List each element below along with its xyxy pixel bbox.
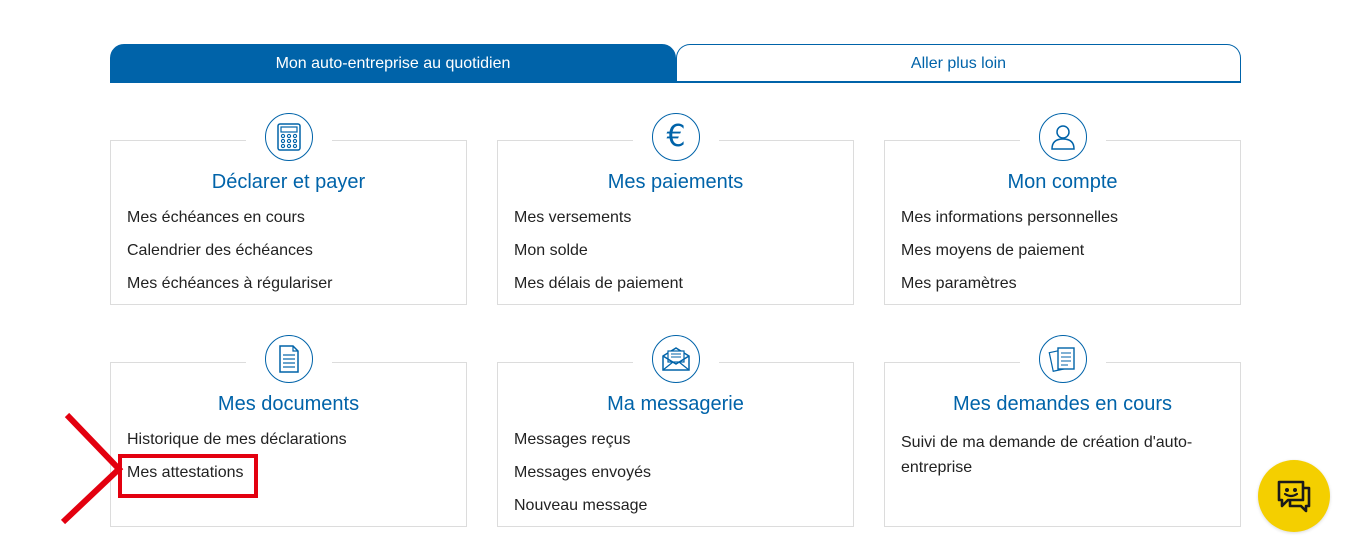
link-nouveau-message[interactable]: Nouveau message (514, 497, 648, 514)
card-ma-messagerie (497, 362, 854, 527)
card-title: Déclarer et payer (211, 171, 366, 193)
card-title: Mes paiements (607, 171, 744, 193)
card-mes-paiements (497, 119, 854, 305)
link-mes-echeances-en-cours[interactable]: Mes échéances en cours (127, 209, 305, 226)
link-mon-solde[interactable]: Mon solde (514, 242, 588, 259)
link-messages-recus[interactable]: Messages reçus (514, 431, 631, 448)
tab-mon-auto-entreprise[interactable]: Mon auto-entreprise au quotidien (110, 44, 676, 81)
card-title: Mon compte (1007, 171, 1118, 193)
link-moyens-de-paiement[interactable]: Mes moyens de paiement (901, 242, 1085, 259)
user-icon (1039, 113, 1087, 161)
chat-bot-icon (1274, 478, 1314, 514)
link-messages-envoyes[interactable]: Messages envoyés (514, 464, 651, 481)
envelope-icon (652, 335, 700, 383)
card-title: Ma messagerie (607, 393, 744, 415)
link-informations-personnelles[interactable]: Mes informations personnelles (901, 209, 1118, 226)
euro-glyph: € (666, 119, 686, 154)
card-links (127, 208, 454, 307)
link-delais-de-paiement[interactable]: Mes délais de paiement (514, 275, 683, 292)
card-links (901, 208, 1228, 307)
link-mes-attestations[interactable]: Mes attestations (127, 464, 244, 481)
tab-aller-plus-loin[interactable]: Aller plus loin (676, 44, 1241, 81)
card-mes-demandes (884, 362, 1241, 527)
euro-icon (652, 113, 700, 161)
highlight-box (118, 454, 258, 498)
card-mes-documents (110, 362, 467, 527)
card-icon-wrap (246, 335, 332, 387)
card-mon-compte (884, 140, 1241, 305)
link-historique-declarations[interactable]: Historique de mes déclarations (127, 431, 347, 448)
card-icon-wrap (633, 113, 719, 165)
card-icon-wrap (1020, 335, 1106, 387)
papers-icon (1039, 335, 1087, 383)
card-title: Mes documents (217, 393, 360, 415)
chat-button[interactable] (1258, 460, 1330, 532)
link-suivi-demande-creation[interactable]: Suivi de ma demande de création d'auto-entreprise (901, 434, 1193, 476)
red-arrow-icon (55, 412, 125, 527)
link-echeances-a-regulariser[interactable]: Mes échéances à régulariser (127, 275, 333, 292)
link-mes-versements[interactable]: Mes versements (514, 209, 632, 226)
card-links (514, 430, 841, 529)
link-calendrier-echeances[interactable]: Calendrier des échéances (127, 242, 313, 259)
card-declarer-payer (110, 140, 467, 305)
tabs-underline (110, 81, 1241, 83)
card-links (901, 430, 1228, 493)
calculator-icon (265, 113, 313, 161)
card-icon-wrap (633, 335, 719, 387)
card-links (514, 208, 841, 307)
card-icon-wrap (246, 113, 332, 165)
document-icon (265, 335, 313, 383)
card-icon-wrap (1020, 113, 1106, 165)
tabs-bar (110, 44, 1241, 83)
card-title: Mes demandes en cours (952, 393, 1172, 415)
link-mes-parametres[interactable]: Mes paramètres (901, 275, 1017, 292)
